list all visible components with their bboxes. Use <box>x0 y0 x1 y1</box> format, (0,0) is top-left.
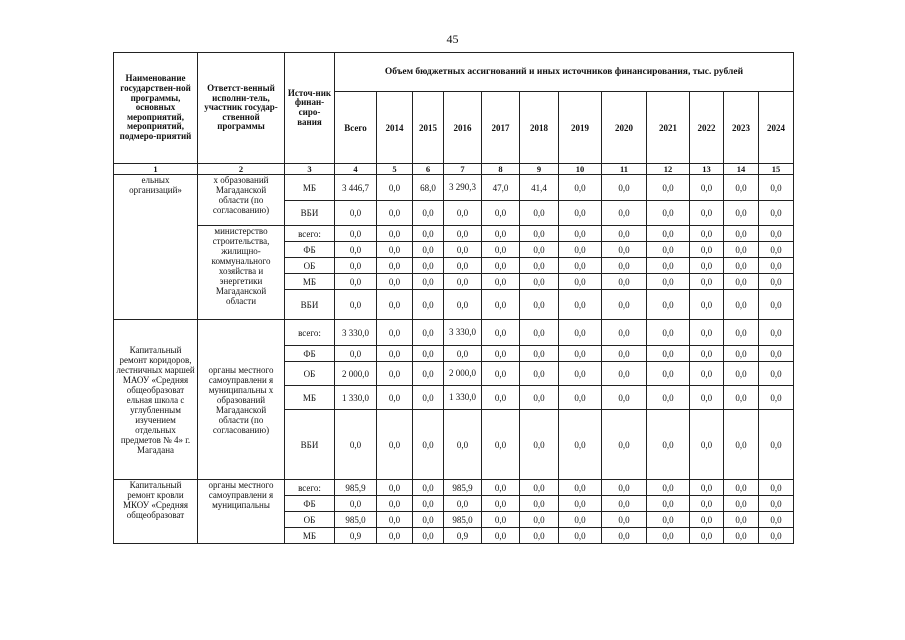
year-value-cell: 0,0 <box>413 528 444 544</box>
header-year: 2018 <box>520 92 559 164</box>
header-year: 2021 <box>647 92 690 164</box>
year-value-cell: 0,0 <box>724 496 759 512</box>
total-value-cell: 0,0 <box>335 410 377 480</box>
year-value-cell: 0,0 <box>690 242 724 258</box>
year-value-cell: 0,0 <box>413 480 444 496</box>
funding-source-cell: ФБ <box>285 346 335 362</box>
year-value-cell: 0,0 <box>520 320 559 346</box>
year-value-cell: 0,0 <box>482 242 520 258</box>
year-value-cell: 0,0 <box>602 362 647 386</box>
year-value-cell: 0,0 <box>520 496 559 512</box>
year-value-cell: 0,0 <box>602 242 647 258</box>
year-value-cell: 0,0 <box>724 346 759 362</box>
year-value-cell: 0,0 <box>724 226 759 242</box>
year-value-cell: 0,0 <box>602 258 647 274</box>
year-value-cell: 0,0 <box>444 242 482 258</box>
column-number: 13 <box>690 164 724 175</box>
year-value-cell: 0,0 <box>520 386 559 410</box>
year-value-cell: 0,0 <box>724 258 759 274</box>
total-value-cell: 0,0 <box>335 274 377 290</box>
year-value-cell: 0,0 <box>759 175 794 201</box>
executor-cell: министерство строительства, жилищно-коммунального хозяйства и энергетики Магаданской области <box>198 226 285 320</box>
year-value-cell: 0,0 <box>559 410 602 480</box>
year-value-cell: 3 290,3 <box>444 175 482 201</box>
year-value-cell: 0,0 <box>559 290 602 320</box>
executor-cell: органы местного самоуправлени я муниципальны <box>198 480 285 544</box>
program-name-cell: Капитальный ремонт коридоров, лестничных маршей МАОУ «Средняя общеобразоват ельная школа с углубленным изучением отдельных предметов № 4» г. Магадана <box>114 320 198 480</box>
column-number: 5 <box>377 164 413 175</box>
total-value-cell: 985,9 <box>335 480 377 496</box>
year-value-cell: 0,0 <box>602 480 647 496</box>
year-value-cell: 0,0 <box>759 496 794 512</box>
year-value-cell: 0,0 <box>759 201 794 226</box>
year-value-cell: 0,0 <box>520 274 559 290</box>
year-value-cell: 0,0 <box>377 496 413 512</box>
table-row <box>114 226 794 242</box>
year-value-cell: 0,0 <box>724 201 759 226</box>
year-value-cell: 0,0 <box>724 410 759 480</box>
year-value-cell: 0,0 <box>724 528 759 544</box>
total-value-cell: 0,0 <box>335 290 377 320</box>
year-value-cell: 0,9 <box>444 528 482 544</box>
year-value-cell: 0,0 <box>482 362 520 386</box>
year-value-cell: 0,0 <box>482 274 520 290</box>
column-number: 1 <box>114 164 198 175</box>
column-number: 2 <box>198 164 285 175</box>
year-value-cell: 0,0 <box>690 410 724 480</box>
year-value-cell: 0,0 <box>413 496 444 512</box>
year-value-cell: 0,0 <box>444 201 482 226</box>
year-value-cell: 0,0 <box>602 410 647 480</box>
year-value-cell: 985,0 <box>444 512 482 528</box>
year-value-cell: 0,0 <box>559 320 602 346</box>
year-value-cell: 0,0 <box>759 362 794 386</box>
column-number: 6 <box>413 164 444 175</box>
year-value-cell: 0,0 <box>690 274 724 290</box>
year-value-cell: 0,0 <box>482 320 520 346</box>
year-value-cell: 0,0 <box>759 226 794 242</box>
year-value-cell: 0,0 <box>647 386 690 410</box>
year-value-cell: 0,0 <box>413 258 444 274</box>
funding-source-cell: всего: <box>285 320 335 346</box>
year-value-cell: 0,0 <box>482 386 520 410</box>
year-value-cell: 0,0 <box>602 274 647 290</box>
year-value-cell: 0,0 <box>482 480 520 496</box>
year-value-cell: 0,0 <box>413 226 444 242</box>
total-value-cell: 0,0 <box>335 346 377 362</box>
year-value-cell: 0,0 <box>482 226 520 242</box>
year-value-cell: 0,0 <box>559 528 602 544</box>
funding-source-cell: ВБИ <box>285 290 335 320</box>
year-value-cell: 0,0 <box>520 290 559 320</box>
total-value-cell: 0,9 <box>335 528 377 544</box>
year-value-cell: 0,0 <box>602 290 647 320</box>
total-value-cell: 3 330,0 <box>335 320 377 346</box>
year-value-cell: 0,0 <box>690 258 724 274</box>
year-value-cell: 0,0 <box>759 320 794 346</box>
year-value-cell: 0,0 <box>602 512 647 528</box>
year-value-cell: 0,0 <box>413 362 444 386</box>
year-value-cell: 0,0 <box>602 175 647 201</box>
year-value-cell: 0,0 <box>520 512 559 528</box>
year-value-cell: 47,0 <box>482 175 520 201</box>
year-value-cell: 0,0 <box>690 290 724 320</box>
year-value-cell: 0,0 <box>559 274 602 290</box>
column-number: 8 <box>482 164 520 175</box>
year-value-cell: 0,0 <box>647 512 690 528</box>
year-value-cell: 0,0 <box>520 258 559 274</box>
funding-source-cell: ВБИ <box>285 201 335 226</box>
budget-table <box>113 52 794 544</box>
year-value-cell: 0,0 <box>724 290 759 320</box>
year-value-cell: 0,0 <box>559 362 602 386</box>
year-value-cell: 0,0 <box>520 242 559 258</box>
year-value-cell: 0,0 <box>482 496 520 512</box>
year-value-cell: 0,0 <box>377 226 413 242</box>
year-value-cell: 0,0 <box>759 290 794 320</box>
year-value-cell: 0,0 <box>444 496 482 512</box>
year-value-cell: 0,0 <box>377 242 413 258</box>
year-value-cell: 0,0 <box>759 242 794 258</box>
header-year: 2023 <box>724 92 759 164</box>
year-value-cell: 0,0 <box>724 512 759 528</box>
funding-source-cell: ФБ <box>285 242 335 258</box>
year-value-cell: 0,0 <box>444 274 482 290</box>
column-number: 9 <box>520 164 559 175</box>
year-value-cell: 0,0 <box>520 362 559 386</box>
header-total: Всего <box>335 92 377 164</box>
year-value-cell: 0,0 <box>690 528 724 544</box>
year-value-cell: 0,0 <box>602 226 647 242</box>
funding-source-cell: ФБ <box>285 496 335 512</box>
year-value-cell: 0,0 <box>759 386 794 410</box>
year-value-cell: 0,0 <box>377 410 413 480</box>
year-value-cell: 0,0 <box>444 226 482 242</box>
year-value-cell: 0,0 <box>444 346 482 362</box>
header-name: Наименование государствен-ной программы, основных мероприятий, мероприятий, подмеро-приятий <box>114 53 198 164</box>
year-value-cell: 0,0 <box>759 410 794 480</box>
year-value-cell: 985,9 <box>444 480 482 496</box>
year-value-cell: 0,0 <box>559 512 602 528</box>
year-value-cell: 0,0 <box>444 258 482 274</box>
year-value-cell: 0,0 <box>482 290 520 320</box>
year-value-cell: 0,0 <box>377 274 413 290</box>
year-value-cell: 0,0 <box>647 362 690 386</box>
year-value-cell: 0,0 <box>690 480 724 496</box>
year-value-cell: 1 330,0 <box>444 386 482 410</box>
funding-source-cell: МБ <box>285 528 335 544</box>
year-value-cell: 0,0 <box>482 512 520 528</box>
total-value-cell: 3 446,7 <box>335 175 377 201</box>
year-value-cell: 0,0 <box>377 386 413 410</box>
column-number: 7 <box>444 164 482 175</box>
year-value-cell: 0,0 <box>377 362 413 386</box>
funding-source-cell: ВБИ <box>285 410 335 480</box>
header-year: 2022 <box>690 92 724 164</box>
header-year: 2015 <box>413 92 444 164</box>
table-row <box>114 175 794 201</box>
year-value-cell: 0,0 <box>647 175 690 201</box>
year-value-cell: 3 330,0 <box>444 320 482 346</box>
year-value-cell: 0,0 <box>647 226 690 242</box>
year-value-cell: 0,0 <box>413 386 444 410</box>
year-value-cell: 0,0 <box>559 386 602 410</box>
year-value-cell: 0,0 <box>482 201 520 226</box>
year-value-cell: 2 000,0 <box>444 362 482 386</box>
year-value-cell: 41,4 <box>520 175 559 201</box>
year-value-cell: 0,0 <box>482 410 520 480</box>
year-value-cell: 0,0 <box>647 242 690 258</box>
funding-source-cell: всего: <box>285 480 335 496</box>
funding-source-cell: ОБ <box>285 258 335 274</box>
year-value-cell: 0,0 <box>724 242 759 258</box>
year-value-cell: 0,0 <box>647 480 690 496</box>
year-value-cell: 0,0 <box>559 496 602 512</box>
funding-source-cell: всего: <box>285 226 335 242</box>
total-value-cell: 0,0 <box>335 242 377 258</box>
year-value-cell: 0,0 <box>724 320 759 346</box>
total-value-cell: 0,0 <box>335 201 377 226</box>
year-value-cell: 0,0 <box>559 480 602 496</box>
year-value-cell: 0,0 <box>413 274 444 290</box>
year-value-cell: 0,0 <box>602 346 647 362</box>
total-value-cell: 0,0 <box>335 226 377 242</box>
header-executor: Ответст-венный исполни-тель, участник государ-ственной программы <box>198 53 285 164</box>
table-row <box>114 320 794 346</box>
year-value-cell: 0,0 <box>520 346 559 362</box>
year-value-cell: 0,0 <box>602 528 647 544</box>
year-value-cell: 0,0 <box>559 226 602 242</box>
year-value-cell: 0,0 <box>759 346 794 362</box>
year-value-cell: 0,0 <box>690 226 724 242</box>
year-value-cell: 0,0 <box>559 242 602 258</box>
year-value-cell: 0,0 <box>724 362 759 386</box>
year-value-cell: 0,0 <box>413 201 444 226</box>
year-value-cell: 0,0 <box>377 290 413 320</box>
year-value-cell: 0,0 <box>377 201 413 226</box>
executor-cell: органы местного самоуправлени я муниципальны х образований Магаданской области (по согласованию) <box>198 320 285 480</box>
table-body <box>114 175 794 544</box>
year-value-cell: 0,0 <box>647 258 690 274</box>
total-value-cell: 0,0 <box>335 258 377 274</box>
funding-source-cell: МБ <box>285 386 335 410</box>
year-value-cell: 0,0 <box>647 346 690 362</box>
executor-cell: х образований Магаданской области (по согласованию) <box>198 175 285 226</box>
column-number: 12 <box>647 164 690 175</box>
column-number: 4 <box>335 164 377 175</box>
header-year: 2017 <box>482 92 520 164</box>
year-value-cell: 0,0 <box>690 386 724 410</box>
year-value-cell: 0,0 <box>482 528 520 544</box>
column-number-row <box>114 164 794 175</box>
funding-source-cell: МБ <box>285 274 335 290</box>
year-value-cell: 0,0 <box>444 290 482 320</box>
page-number: 45 <box>446 32 459 46</box>
year-value-cell: 0,0 <box>690 362 724 386</box>
funding-source-cell: МБ <box>285 175 335 201</box>
header-year: 2024 <box>759 92 794 164</box>
header-source: Источ-ник финан-сиро-вания <box>285 53 335 164</box>
year-value-cell: 0,0 <box>759 480 794 496</box>
year-value-cell: 0,0 <box>759 528 794 544</box>
year-value-cell: 0,0 <box>377 175 413 201</box>
year-value-cell: 0,0 <box>413 242 444 258</box>
year-value-cell: 0,0 <box>520 480 559 496</box>
header-year: 2020 <box>602 92 647 164</box>
year-value-cell: 0,0 <box>724 386 759 410</box>
year-value-cell: 0,0 <box>520 528 559 544</box>
program-name-cell: Капитальный ремонт кровли МКОУ «Средняя общеобразоват <box>114 480 198 544</box>
program-name-cell: ельных организаций» <box>114 175 198 320</box>
year-value-cell: 0,0 <box>413 410 444 480</box>
year-value-cell: 0,0 <box>520 226 559 242</box>
year-value-cell: 0,0 <box>690 320 724 346</box>
total-value-cell: 2 000,0 <box>335 362 377 386</box>
year-value-cell: 0,0 <box>647 290 690 320</box>
year-value-cell: 0,0 <box>724 175 759 201</box>
year-value-cell: 0,0 <box>647 320 690 346</box>
year-value-cell: 0,0 <box>690 175 724 201</box>
year-value-cell: 68,0 <box>413 175 444 201</box>
year-value-cell: 0,0 <box>413 320 444 346</box>
year-value-cell: 0,0 <box>647 201 690 226</box>
funding-source-cell: ОБ <box>285 362 335 386</box>
year-value-cell: 0,0 <box>690 201 724 226</box>
year-value-cell: 0,0 <box>377 528 413 544</box>
year-value-cell: 0,0 <box>759 512 794 528</box>
year-value-cell: 0,0 <box>377 320 413 346</box>
year-value-cell: 0,0 <box>759 274 794 290</box>
column-number: 3 <box>285 164 335 175</box>
year-value-cell: 0,0 <box>724 274 759 290</box>
year-value-cell: 0,0 <box>602 320 647 346</box>
year-value-cell: 0,0 <box>690 346 724 362</box>
header-year: 2019 <box>559 92 602 164</box>
total-value-cell: 985,0 <box>335 512 377 528</box>
year-value-cell: 0,0 <box>377 512 413 528</box>
header-volume: Объем бюджетных ассигнований и иных источников финансирования, тыс. рублей <box>335 53 794 92</box>
year-value-cell: 0,0 <box>647 410 690 480</box>
year-value-cell: 0,0 <box>413 512 444 528</box>
year-value-cell: 0,0 <box>602 386 647 410</box>
year-value-cell: 0,0 <box>413 290 444 320</box>
column-number: 10 <box>559 164 602 175</box>
year-value-cell: 0,0 <box>377 346 413 362</box>
year-value-cell: 0,0 <box>520 410 559 480</box>
total-value-cell: 0,0 <box>335 496 377 512</box>
header-year: 2014 <box>377 92 413 164</box>
year-value-cell: 0,0 <box>444 410 482 480</box>
year-value-cell: 0,0 <box>482 258 520 274</box>
year-value-cell: 0,0 <box>724 480 759 496</box>
column-number: 11 <box>602 164 647 175</box>
year-value-cell: 0,0 <box>559 175 602 201</box>
year-value-cell: 0,0 <box>647 528 690 544</box>
year-value-cell: 0,0 <box>647 274 690 290</box>
year-value-cell: 0,0 <box>759 258 794 274</box>
year-value-cell: 0,0 <box>602 201 647 226</box>
year-value-cell: 0,0 <box>520 201 559 226</box>
year-value-cell: 0,0 <box>377 480 413 496</box>
year-value-cell: 0,0 <box>559 201 602 226</box>
table-row <box>114 480 794 496</box>
header-year: 2016 <box>444 92 482 164</box>
year-value-cell: 0,0 <box>413 346 444 362</box>
year-value-cell: 0,0 <box>690 512 724 528</box>
year-value-cell: 0,0 <box>647 496 690 512</box>
column-number: 15 <box>759 164 794 175</box>
year-value-cell: 0,0 <box>559 258 602 274</box>
year-value-cell: 0,0 <box>377 258 413 274</box>
total-value-cell: 1 330,0 <box>335 386 377 410</box>
column-number: 14 <box>724 164 759 175</box>
funding-source-cell: ОБ <box>285 512 335 528</box>
year-value-cell: 0,0 <box>690 496 724 512</box>
year-value-cell: 0,0 <box>602 496 647 512</box>
year-value-cell: 0,0 <box>482 346 520 362</box>
year-value-cell: 0,0 <box>559 346 602 362</box>
